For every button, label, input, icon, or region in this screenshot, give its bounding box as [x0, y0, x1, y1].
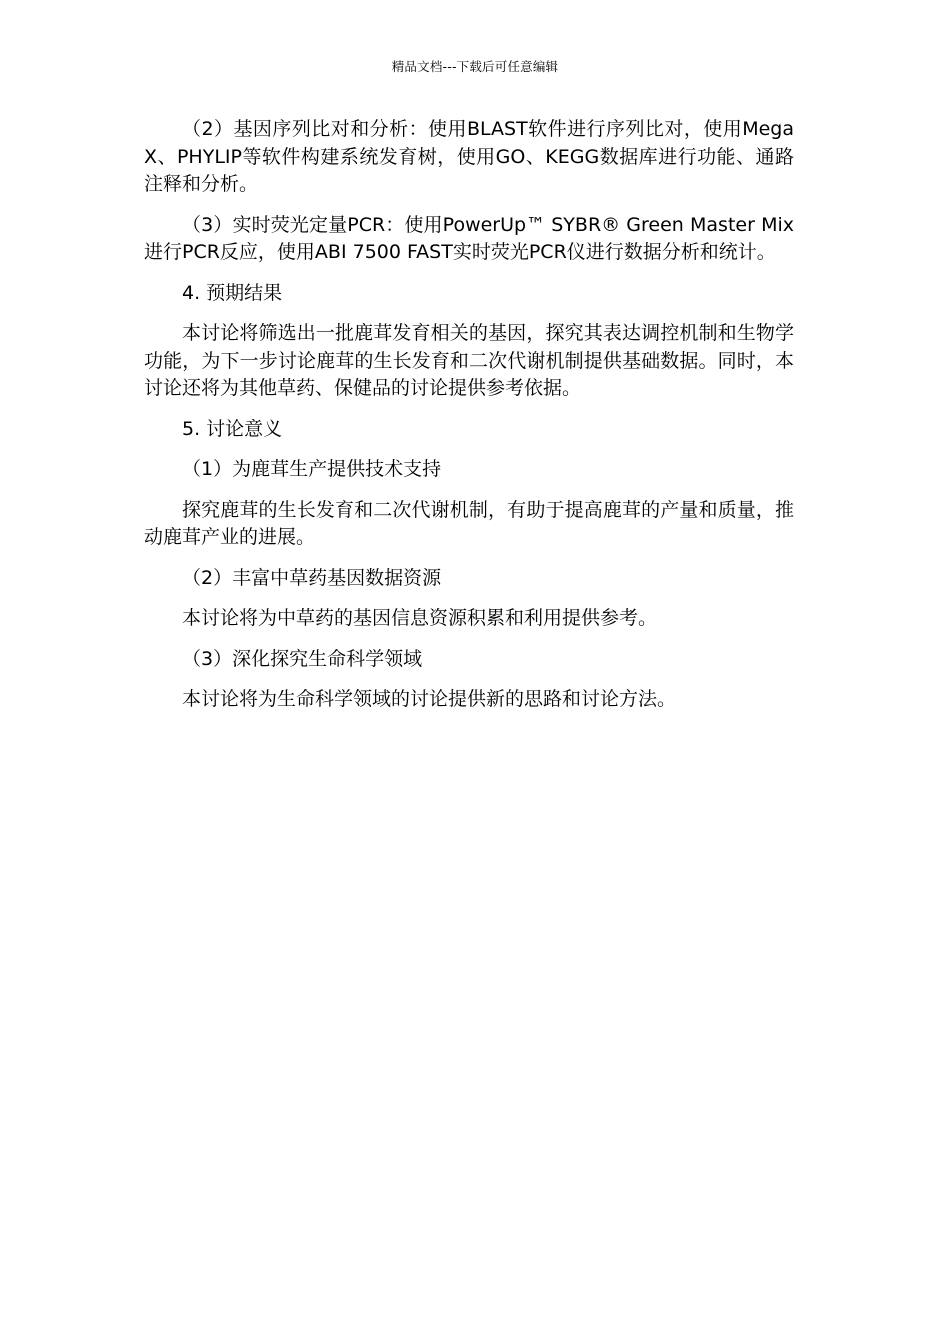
paragraph-gene-resources: 本讨论将为中草药的基因信息资源积累和利用提供参考。	[182, 607, 658, 629]
paragraph-technical-support: 探究鹿茸的生长发育和二次代谢机制，有助于提高鹿茸的产量和质量，推动鹿茸产业的进展。	[144, 498, 794, 548]
page-header: 精品文档---下载后可任意编辑	[391, 59, 559, 74]
subheading-life-science: （3）深化探究生命科学领域	[182, 647, 423, 670]
section-heading-significance: 5. 讨论意义	[182, 417, 283, 440]
paragraph-sequence-analysis: （2）基因序列比对和分析：使用BLAST软件进行序列比对，使用Mega X、PHYLIP等软件构建系统发育树，使用GO、KEGG数据库进行功能、通路注释和分析。	[144, 118, 794, 195]
paragraph-expected-results: 本讨论将筛选出一批鹿茸发育相关的基因，探究其表达调控机制和生物学功能，为下一步讨论鹿茸的生长发育和二次代谢机制提供基础数据。同时，本讨论还将为其他草药、保健品的讨论提供参考依据。	[144, 322, 794, 399]
subheading-technical-support: （1）为鹿茸生产提供技术支持	[182, 458, 442, 480]
paragraph-life-science: 本讨论将为生命科学领域的讨论提供新的思路和讨论方法。	[182, 688, 677, 710]
document-body	[144, 116, 794, 714]
paragraph-qpcr: （3）实时荧光定量PCR：使用PowerUp™ SYBR® Green Master Mix进行PCR反应，使用ABI 7500 FAST实时荧光PCR仪进行数据分析和统计。	[144, 213, 794, 263]
subheading-gene-resources: （2）丰富中草药基因数据资源	[182, 566, 442, 589]
section-heading-expected-results: 4. 预期结果	[182, 281, 283, 304]
